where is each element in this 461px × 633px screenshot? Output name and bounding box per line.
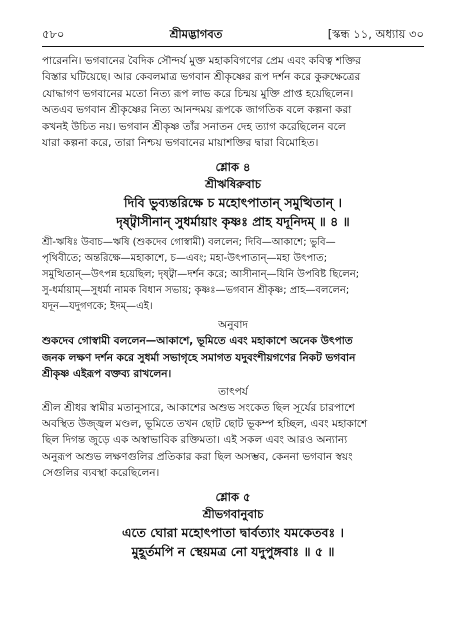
translation-line: জনক লক্ষণ দর্শন করে সুধর্মা সভাগৃহে সমাগত যদুবংশীয়গণের নিকট ভগবান (42, 351, 356, 364)
verse-5-speaker: শ্রীভগবানুবাচ (202, 507, 264, 522)
translation-line: শুকদেব গোস্বামী বললেন—আকাশে, ভূমিতে এবং মহাকাশে অনেক উৎপাত (42, 335, 353, 348)
verse-5-line-1: এতে ঘোরা মহোৎপাতা দ্বার্বত্যাং যমকেতবঃ । (122, 525, 344, 541)
translation-line: শ্রীকৃষ্ণ এইরূপ বক্তব্য রাখলেন। (42, 367, 172, 380)
intro-line: অতএব ভগবান শ্রীকৃষ্ণের নিত্য আনন্দময় রূপকে জাগতিক বলে কল্পনা করা (42, 104, 352, 117)
purport-line: অবস্থিত উজ্জ্বল মণ্ডল, ভূমিতে তখন ছোট ছোট ভূকম্প হচ্ছিল, এবং মহাকাশে (42, 418, 368, 431)
verse-5-line-2: মুহূর্তমপি ন স্থেয়মত্র নো যদুপুঙ্গবাঃ ॥ ৫ ॥ (131, 544, 335, 560)
synonyms-line: যদূন—যদুগণকে; ইদম্—এই। (42, 301, 153, 313)
intro-line: যারা কল্পনা করে, তারা নিশ্চয় ভগবানের মায়াশক্তির দ্বারা বিমোহিত। (42, 137, 319, 150)
synonyms-line: সু-ধর্মায়াম্—সুধর্মা নামক বিধান সভায়; কৃষ্ণঃ—ভগবান শ্রীকৃষ্ণ; প্রাহ—বললেন; (42, 285, 350, 297)
translation-heading: অনুবাদ (218, 319, 248, 332)
purport-line: ছিল দিগন্ত জুড়ে এক অস্বাভাবিক রক্তিমতা। এই সকল এবং আরও অন্যান্য (42, 434, 348, 447)
purport-line: অনুরূপ অশুভ লক্ষণগুলির প্রতিকার করা ছিল অসম্ভব, কেননা ভগবান স্বয়ং (42, 450, 353, 463)
purport-line: শ্রীল শ্রীধর স্বামীর মতানুসারে, আকাশের অশুভ সংকেত ছিল সূর্যের চারপাশে (42, 402, 355, 415)
intro-line: কখনই উচিত নয়। ভগবান শ্রীকৃষ্ণ তাঁর সনাতন দেহ ত্যাগ করেছিলেন বলে (42, 120, 346, 133)
verse-5-heading: শ্লোক ৫ (215, 490, 251, 505)
synonyms-line: শ্রী-ঋষিঃ উবাচ—ঋষি (শুকদেব গোস্বামী) বললেন; দিবি—আকাশে; ভুবি— (42, 237, 336, 249)
intro-line: পারেননি। ভগবানের বৈদিক সৌন্দর্য মুক্ত মহাকবিগণের প্রেম এবং কবিত্ব শক্তির (42, 55, 361, 67)
synonyms-line: পৃথিবীতে; অন্তরিক্ষে—মহাকাশে, চ—এবং; মহা-উৎপাতান্—মহা উৎপাত; (42, 253, 328, 265)
intro-paragraph (42, 53, 424, 151)
chapter-reference: [স্কন্ধ ১১, অধ্যায় ৩০ (327, 27, 424, 41)
intro-line: যোদ্ধাগণ ভগবানের মতো নিত্য রূপ লাভ করে চিন্ময় মুক্তি প্রাপ্ত হয়েছিলেন। (42, 87, 354, 100)
verse-4-speaker: শ্রীঋষিরুবাচ (205, 177, 261, 192)
page-header (42, 26, 424, 44)
book-title: শ্রীমদ্ভাগবত (169, 27, 223, 41)
synonyms-line: সমুত্থিতান্—উৎপন্ন হয়েছিল; দৃষ্ট্বা—দর্শন করে; আসীনান্—যিনি উপবিষ্ট ছিলেন; (42, 269, 360, 281)
intro-line: বিস্তার ঘটিয়েছে। আর কেবলমাত্র ভগবান শ্রীকৃষ্ণের রূপ দর্শন করে কুরুক্ষেত্রের (42, 71, 361, 84)
verse-4-line-1: দিবি ভুব্যন্তরিক্ষে চ মহোৎপাতান্ সমুত্থিতান্ । (124, 195, 342, 211)
purport-line: সেগুলির ব্যবস্থা করেছিলেন। (42, 466, 160, 479)
verse-4-purport (42, 400, 424, 481)
purport-heading: তাৎপর্য (218, 386, 248, 399)
page-number: ৫৮০ (42, 27, 65, 41)
verse-4-translation (42, 333, 424, 382)
header-rule (42, 46, 424, 47)
verse-4-synonyms (42, 235, 424, 315)
verse-4-heading: শ্লোক ৪ (215, 160, 251, 175)
verse-4-line-2: দৃষ্ট্বাসীনান্ সুধর্মায়াং কৃষ্ণঃ প্রাহ যদূনিদম্ ॥ ৪ ॥ (116, 214, 350, 230)
